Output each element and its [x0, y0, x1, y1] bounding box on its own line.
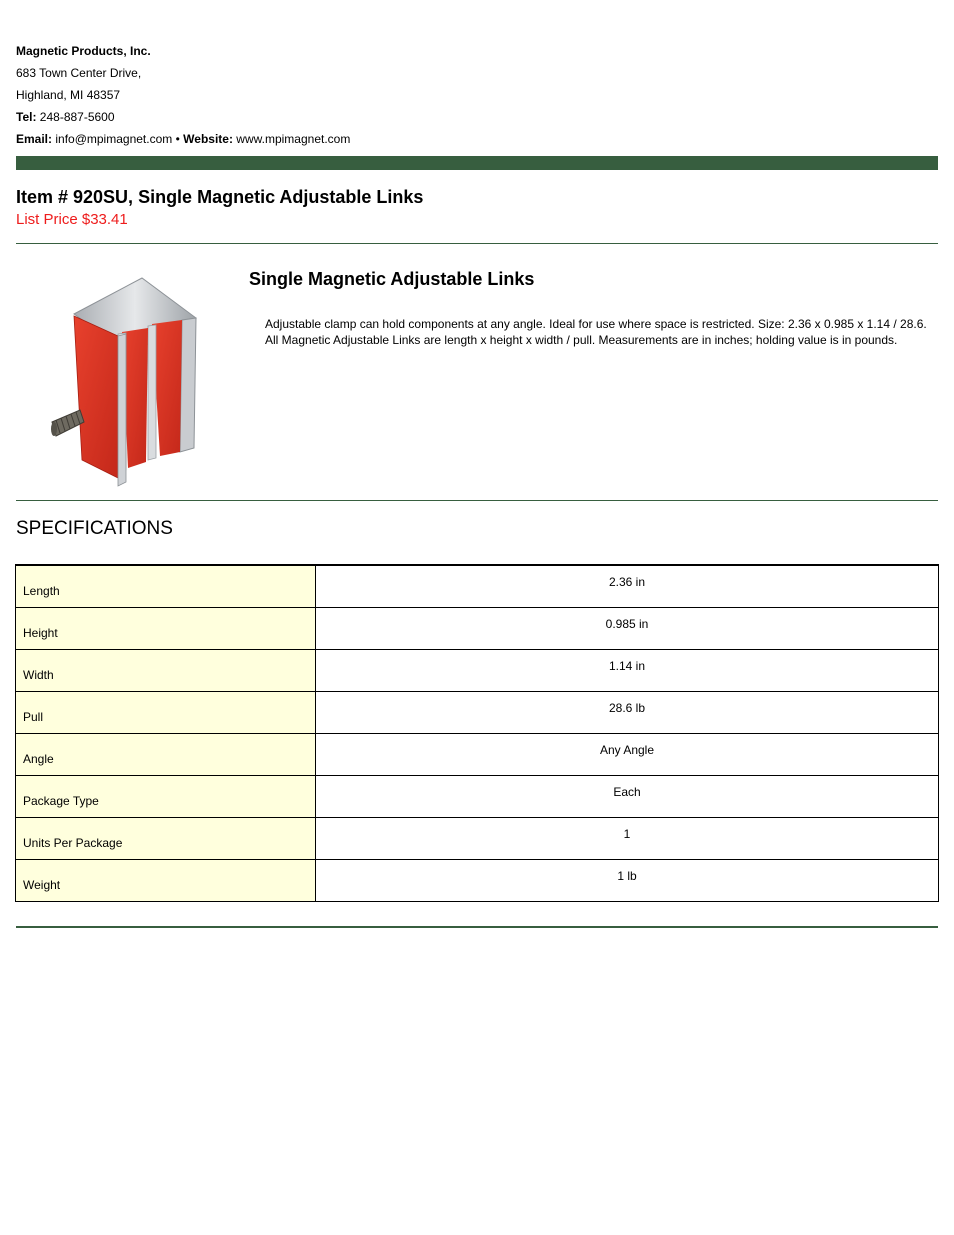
spec-value: 1.14 in [316, 649, 939, 691]
table-row [16, 607, 939, 649]
table-row [16, 859, 939, 901]
website-link[interactable]: www.mpimagnet.com [236, 132, 351, 146]
company-contact [16, 128, 350, 150]
threaded-stud [51, 410, 84, 436]
spec-value: 1 lb [316, 859, 939, 901]
phone-label: Tel: [16, 110, 37, 124]
spec-value: 1 [316, 817, 939, 859]
table-row [16, 691, 939, 733]
table-row [16, 817, 939, 859]
description-text: Adjustable clamp can hold components at any angle. Ideal for use where space is restricted. Size: 2.36 x 0.985 x 1.14 / 28.6. All Magnetic Adjustable Links are length x height x width / pull. Measurements are in inches; holding value is in pounds. [265, 317, 927, 347]
company-address-line1: 683 Town Center Drive, [16, 66, 142, 80]
website-label: Website: [183, 132, 233, 146]
company-name: Magnetic Products, Inc. [16, 44, 151, 58]
table-row [16, 565, 939, 607]
spec-label: Package Type [16, 775, 316, 817]
table-row [16, 733, 939, 775]
spec-label: Angle [16, 733, 316, 775]
spec-value: 28.6 lb [316, 691, 939, 733]
footer-divider-line [16, 926, 938, 928]
divider-line [16, 243, 938, 244]
company-address-line2: Highland, MI 48357 [16, 88, 121, 102]
product-image [44, 272, 204, 494]
contact-separator: • [175, 132, 180, 146]
spec-value: 0.985 in [316, 607, 939, 649]
company-info [16, 40, 350, 150]
spec-label: Height [16, 607, 316, 649]
list-price: List Price $33.41 [16, 211, 128, 228]
phone-number: 248-887-5600 [39, 110, 115, 124]
divider-line [16, 500, 938, 501]
description-title: Single Magnetic Adjustable Links [249, 269, 535, 289]
specifications-table [15, 564, 939, 902]
spec-label: Units Per Package [16, 817, 316, 859]
company-phone [16, 106, 350, 128]
spec-value: 2.36 in [316, 565, 939, 607]
spec-label: Width [16, 649, 316, 691]
spec-label: Length [16, 565, 316, 607]
spec-label: Weight [16, 859, 316, 901]
specifications-heading: SPECIFICATIONS [16, 518, 173, 539]
table-row [16, 775, 939, 817]
table-row [16, 649, 939, 691]
spec-value: Any Angle [316, 733, 939, 775]
email-link[interactable]: info@mpimagnet.com [55, 132, 173, 146]
email-label: Email: [16, 132, 53, 146]
spec-label: Pull [16, 691, 316, 733]
item-title: Item # 920SU, Single Magnetic Adjustable Links [16, 187, 424, 207]
spec-value: Each [316, 775, 939, 817]
header-divider-bar [16, 156, 938, 170]
